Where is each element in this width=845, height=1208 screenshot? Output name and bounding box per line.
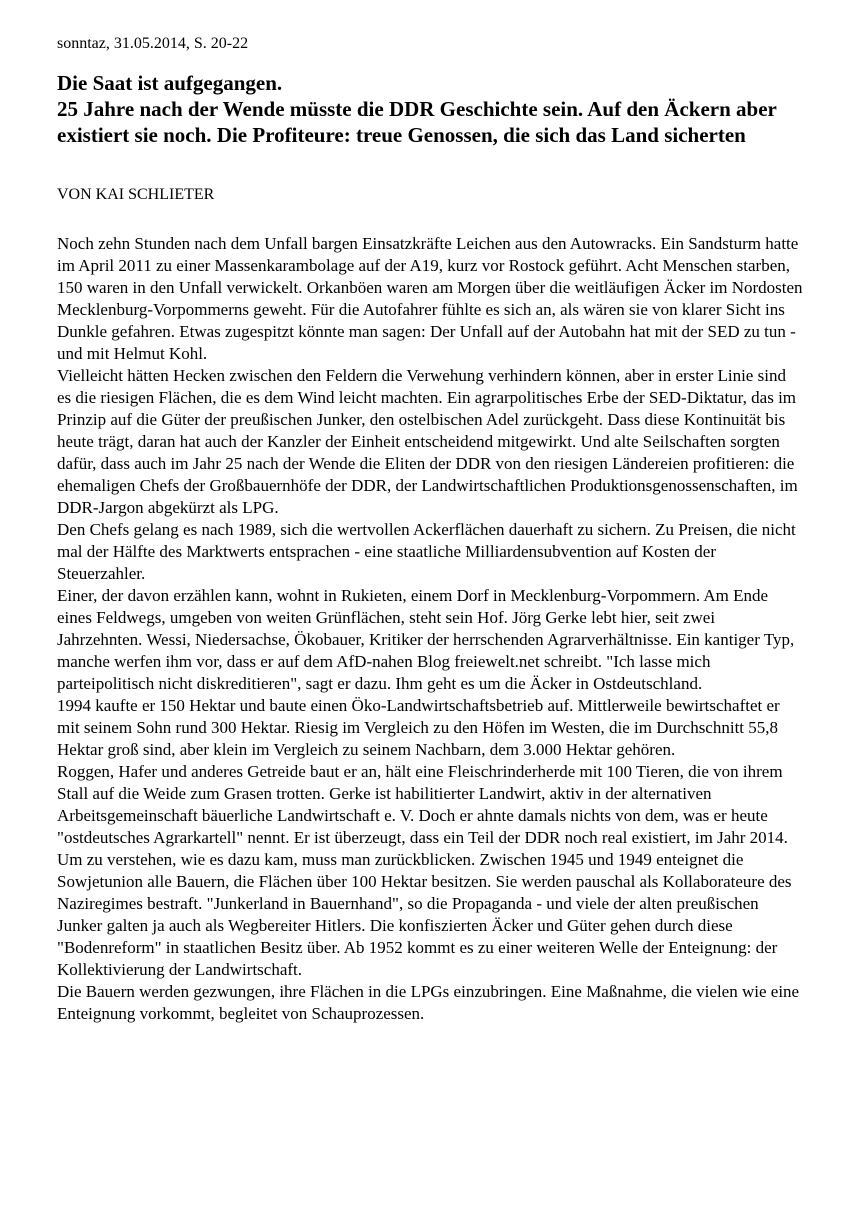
article-paragraph: 1994 kaufte er 150 Hektar und baute einen Öko-Landwirtschaftsbetrieb auf. Mittlerweile bewirtschaftet er mit seinem Sohn rund 300 Hektar. Riesig im Vergleich zu den Höfen im Westen, die im Durchschnitt 55,8 Hektar groß sind, aber klein im Vergleich zu seinem Nachbarn, dem 3.000 Hektar gehören. [57,696,780,759]
headline-title: Die Saat ist aufgegangen. [57,71,283,95]
article-paragraph: Vielleicht hätten Hecken zwischen den Feldern die Verwehung verhindern können, aber in erster Linie sind es die riesigen Flächen, die es dem Wind leicht machten. Ein agrarpolitisches Erbe der SED-Diktatur, das im Prinzip auf die Güter der preußischen Junker, den ostelbischen Adel zurückgeht. Dass diese Kontinuität bis heute trägt, daran hat auch der Kanzler der Einheit entscheidend mitgewirkt. Und alte Seilschaften sorgten dafür, dass auch im Jahr 25 nach der Wende die Eliten der DDR von den riesigen Ländereien profitieren: die ehemaligen Chefs der Großbauernhöfe der DDR, der Landwirtschaftlichen Produktionsgenossenschaften, im DDR-Jargon abgekürzt als LPG. [57,366,798,517]
article-paragraph: Um zu verstehen, wie es dazu kam, muss man zurückblicken. Zwischen 1945 und 1949 enteignet die Sowjetunion alle Bauern, die Flächen über 100 Hektar besitzen. Sie werden pauschal als Kollaborateure des Naziregimes bestraft. "Junkerland in Bauernhand", so die Propaganda - und viele der alten preußischen Junker galten ja auch als Wegbereiter Hitlers. Die konfiszierten Äcker und Güter gehen durch diese "Bodenreform" in staatlichen Besitz über. Ab 1952 kommt es zu einer weiteren Welle der Enteignung: der Kollektivierung der Landwirtschaft. [57,850,792,979]
dateline: sonntaz, 31.05.2014, S. 20-22 [57,35,249,52]
byline: VON KAI SCHLIETER [57,186,215,203]
headline-subtitle: 25 Jahre nach der Wende müsste die DDR Geschichte sein. Auf den Äckern aber existiert sie noch. Die Profiteure: treue Genossen, die sich das Land sicherten [57,97,777,147]
article-paragraph: Noch zehn Stunden nach dem Unfall bargen Einsatzkräfte Leichen aus den Autowracks. Ein Sandsturm hatte im April 2011 zu einer Massenkarambolage auf der A19, kurz vor Rostock geführt. Acht Menschen starben, 150 waren in den Unfall verwickelt. Orkanböen waren am Morgen über die weitläufigen Äcker im Nordosten Mecklenburg-Vorpommerns geweht. Für die Autofahrer fühlte es sich an, als wären sie von klarer Sicht ins Dunkle gefahren. Etwas zugespitzt könnte man sagen: Der Unfall auf der Autobahn hat mit der SED zu tun - und mit Helmut Kohl. [57,234,803,363]
article-paragraph: Roggen, Hafer und anderes Getreide baut er an, hält eine Fleischrinderherde mit 100 Tieren, die von ihrem Stall auf die Weide zum Grasen trotten. Gerke ist habilitierter Landwirt, aktiv in der alternativen Arbeitsgemeinschaft bäuerliche Landwirtschaft e. V. Doch er ahnte damals nichts von dem, was er heute "ostdeutsches Agrarkartell" nennt. Er ist überzeugt, dass ein Teil der DDR noch real existiert, im Jahr 2014. [57,762,788,847]
article-paragraph: Den Chefs gelang es nach 1989, sich die wertvollen Ackerflächen dauerhaft zu sichern. Zu Preisen, die nicht mal der Hälfte des Marktwerts entsprachen - eine staatliche Milliardensubvention auf Kosten der Steuerzahler. [57,520,796,583]
article-paragraph: Die Bauern werden gezwungen, ihre Flächen in die LPGs einzubringen. Eine Maßnahme, die vielen wie eine Enteignung vorkommt, begleitet von Schauprozessen. [57,982,800,1023]
headline [57,70,803,148]
article-paragraph: Einer, der davon erzählen kann, wohnt in Rukieten, einem Dorf in Mecklenburg-Vorpommern. Am Ende eines Feldwegs, umgeben von weiten Grünflächen, steht sein Hof. Jörg Gerke lebt hier, seit zwei Jahrzehnten. Wessi, Niedersachse, Ökobauer, Kritiker der herrschenden Agrarverhältnisse. Ein kantiger Typ, manche werfen ihm vor, dass er auf dem AfD-nahen Blog freiewelt.net schreibt. "Ich lasse mich parteipolitisch nicht diskreditieren", sagt er dazu. Ihm geht es um die Äcker in Ostdeutschland. [57,586,795,693]
article-body [57,233,803,1025]
